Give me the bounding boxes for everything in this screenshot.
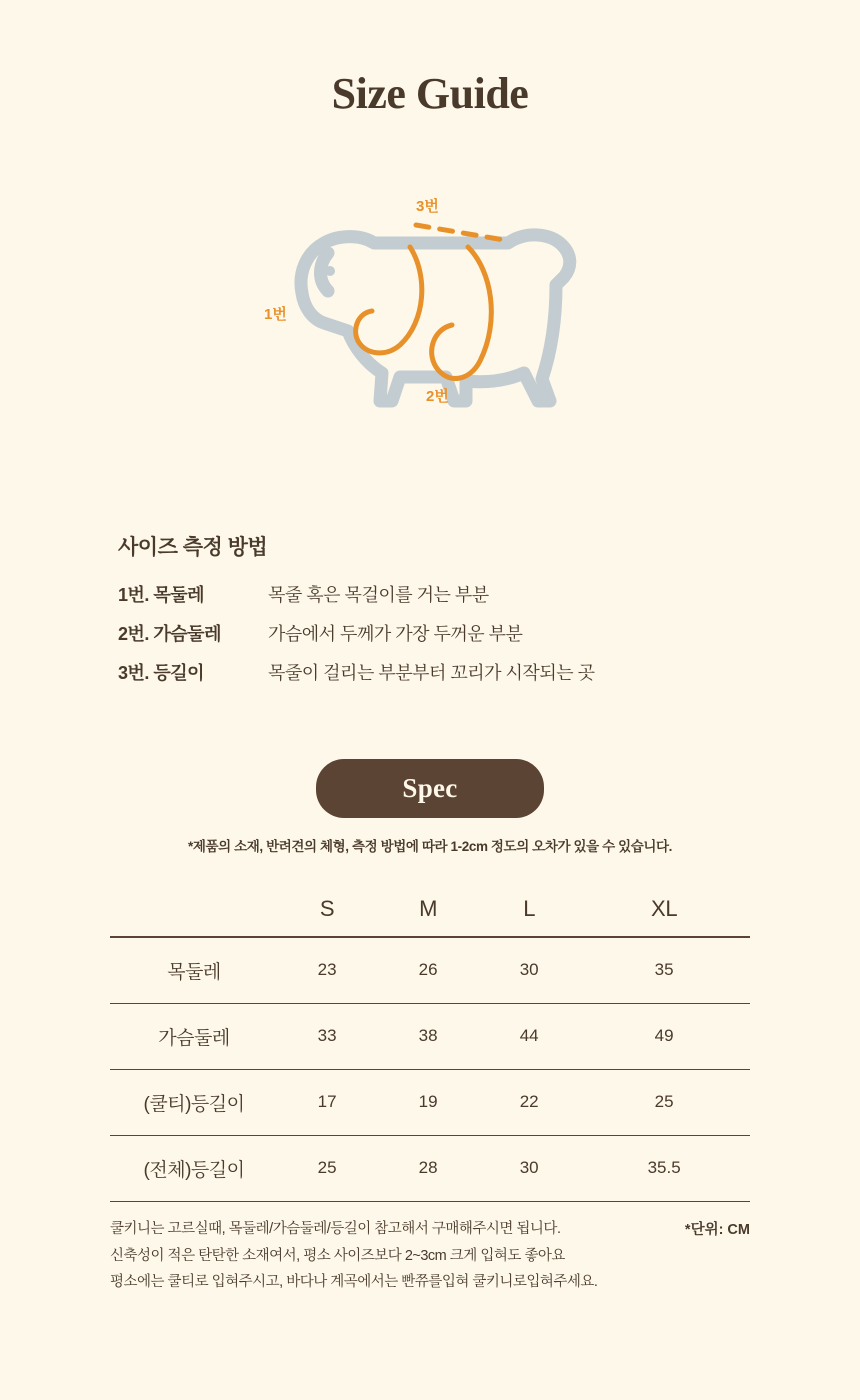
cell-value: 35 [578, 937, 750, 1004]
footer-line: 평소에는 쿨티로 입혀주시고, 바다나 계곡에서는 빤쮸를입혀 쿨키니로입혀주세요. [110, 1274, 598, 1291]
measure-desc: 목줄이 걸리는 부분부터 꼬리가 시작되는 곳 [268, 662, 595, 683]
measure-row [118, 620, 760, 646]
cell-value: 30 [480, 1135, 578, 1201]
cell-value: 25 [278, 1135, 376, 1201]
cell-value: 44 [480, 1003, 578, 1069]
cell-value: 33 [278, 1003, 376, 1069]
measure-row [118, 659, 760, 685]
cell-value: 25 [578, 1069, 750, 1135]
measure-row [118, 581, 760, 607]
dog-diagram-svg [250, 195, 610, 445]
chest-measure-line [432, 247, 492, 378]
row-header: 목둘레 [110, 937, 278, 1004]
table-row [110, 937, 750, 1004]
cell-value: 35.5 [578, 1135, 750, 1201]
spec-pill-wrap [0, 759, 860, 818]
cell-value: 30 [480, 937, 578, 1004]
dog-eye [325, 266, 335, 276]
footer-notes [110, 1216, 597, 1296]
footer [0, 1216, 860, 1296]
table-header-row [110, 895, 750, 937]
cell-value: 28 [376, 1135, 480, 1201]
page-title: Size Guide [331, 69, 529, 118]
spec-table-head [110, 895, 750, 937]
cell-value: 23 [278, 937, 376, 1004]
row-header: (쿨티)등길이 [110, 1069, 278, 1135]
measure-label: 3번. 등길이 [118, 662, 205, 683]
label-2: 2번 [426, 387, 449, 405]
measure-desc: 가슴에서 두께가 가장 두꺼운 부분 [268, 623, 523, 644]
column-header-s: S [278, 895, 376, 937]
measure-list [118, 581, 760, 685]
spec-note: *제품의 소재, 반려견의 체형, 측정 방법에 따라 1-2cm 정도의 오차가 있을 수 있습니다. [187, 838, 672, 854]
cell-value: 17 [278, 1069, 376, 1135]
cell-value: 38 [376, 1003, 480, 1069]
measure-desc: 목줄 혹은 목걸이를 거는 부분 [268, 584, 489, 605]
cell-value: 22 [480, 1069, 578, 1135]
footer-line: 신축성이 적은 탄탄한 소재여서, 평소 사이즈보다 2~3cm 크게 입혀도 좋아요 [110, 1247, 565, 1264]
column-header-xl: XL [578, 895, 750, 937]
column-header-m: M [376, 895, 480, 937]
measure-heading: 사이즈 측정 방법 [118, 535, 268, 559]
measure-label: 2번. 가슴둘레 [118, 623, 221, 644]
cell-value: 19 [376, 1069, 480, 1135]
column-header-l: L [480, 895, 578, 937]
measure-section [0, 531, 860, 685]
spec-table-body [110, 937, 750, 1202]
table-corner-cell [110, 895, 278, 937]
dog-illustration [0, 195, 860, 445]
spec-table-wrap [0, 895, 860, 1202]
label-3: 3번 [416, 197, 439, 215]
cell-value: 26 [376, 937, 480, 1004]
unit-note: *단위: CM [684, 1221, 750, 1238]
table-row [110, 1069, 750, 1135]
neck-measure-line [356, 247, 422, 353]
label-1: 1번 [264, 305, 287, 323]
row-header: 가슴둘레 [110, 1003, 278, 1069]
dog-silhouette [301, 235, 570, 401]
measure-label: 1번. 목둘레 [118, 584, 205, 605]
cell-value: 49 [578, 1003, 750, 1069]
footer-line: 쿨키니는 고르실때, 목둘레/가슴둘레/등길이 참고해서 구매해주시면 됩니다. [110, 1220, 561, 1237]
spec-table [110, 895, 750, 1202]
row-header: (전체)등길이 [110, 1135, 278, 1201]
table-row [110, 1135, 750, 1201]
table-row [110, 1003, 750, 1069]
spec-badge: Spec [316, 759, 544, 818]
